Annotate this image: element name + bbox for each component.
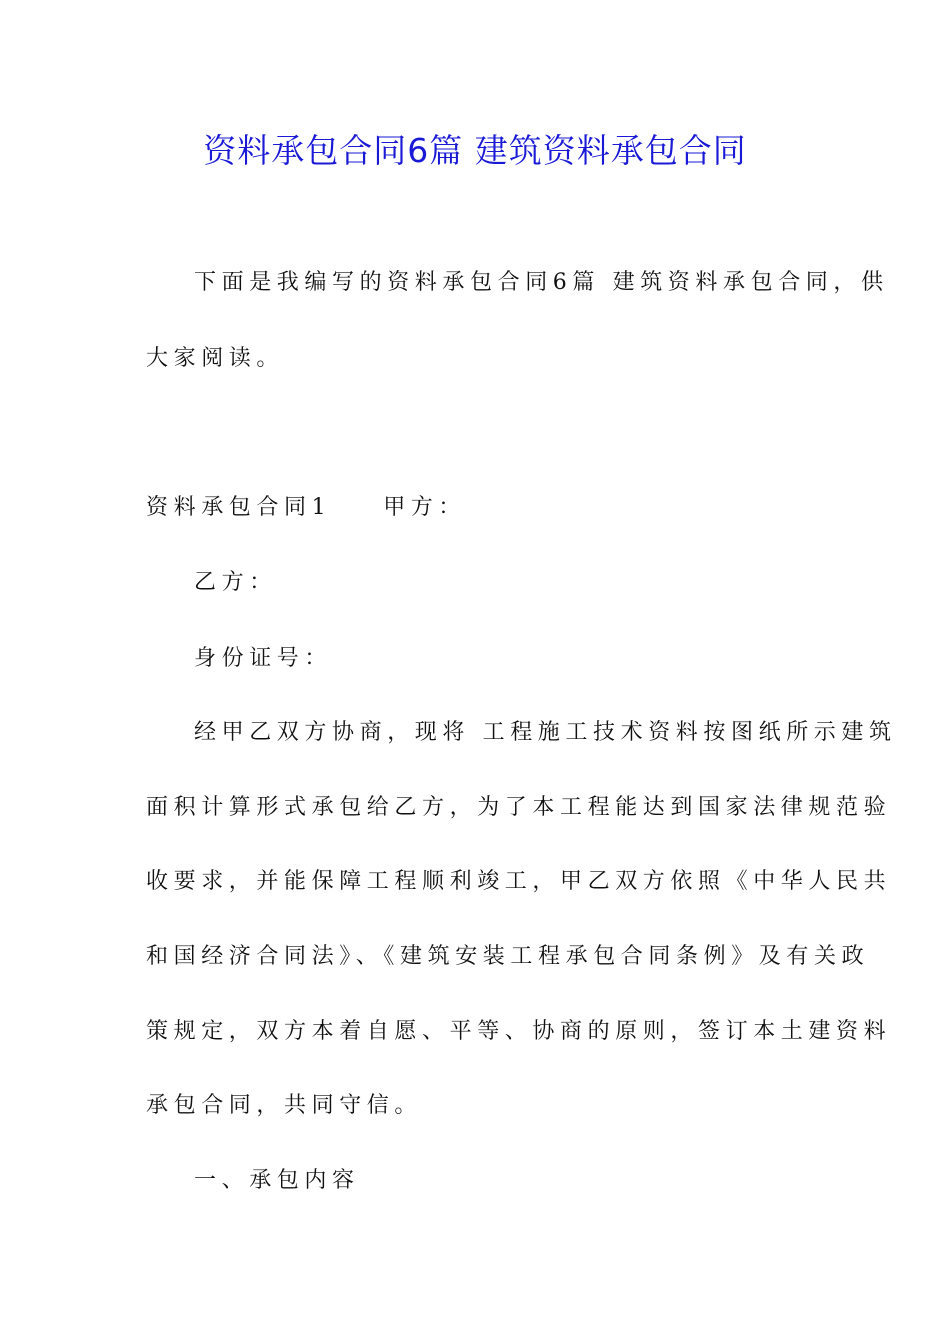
document-title: 资料承包合同6篇 建筑资料承包合同 xyxy=(203,131,747,170)
section-heading-1: 一、承包内容 xyxy=(194,1168,360,1193)
id-number-label: 身份证号： xyxy=(194,646,333,671)
party-b-label: 乙方： xyxy=(194,570,277,595)
paragraph-line-1: 经甲乙双方协商，现将 工程施工技术资料按图纸所示建筑 xyxy=(194,720,897,745)
paragraph-line-2: 面积计算形式承包给乙方，为了本工程能达到国家法律规范验 xyxy=(146,795,892,820)
intro-line-2: 大家阅读。 xyxy=(146,346,285,371)
paragraph-line-5: 策规定，双方本着自愿、平等、协商的原则，签订本土建资料 xyxy=(146,1019,892,1044)
paragraph-line-3: 收要求，并能保障工程顺利竣工，甲乙双方依照《中华人民共 xyxy=(146,869,892,894)
paragraph-line-6: 承包合同，共同守信。 xyxy=(146,1093,423,1118)
intro-line-1: 下面是我编写的资料承包合同6篇 建筑资料承包合同，供 xyxy=(194,270,889,295)
paragraph-line-4: 和国经济合同法》、《建筑安装工程承包合同条例》及有关政 xyxy=(146,944,870,969)
party-a-label: 甲方： xyxy=(383,495,467,520)
contract-heading-row xyxy=(146,493,466,523)
contract-heading: 资料承包合同1 xyxy=(146,495,332,520)
